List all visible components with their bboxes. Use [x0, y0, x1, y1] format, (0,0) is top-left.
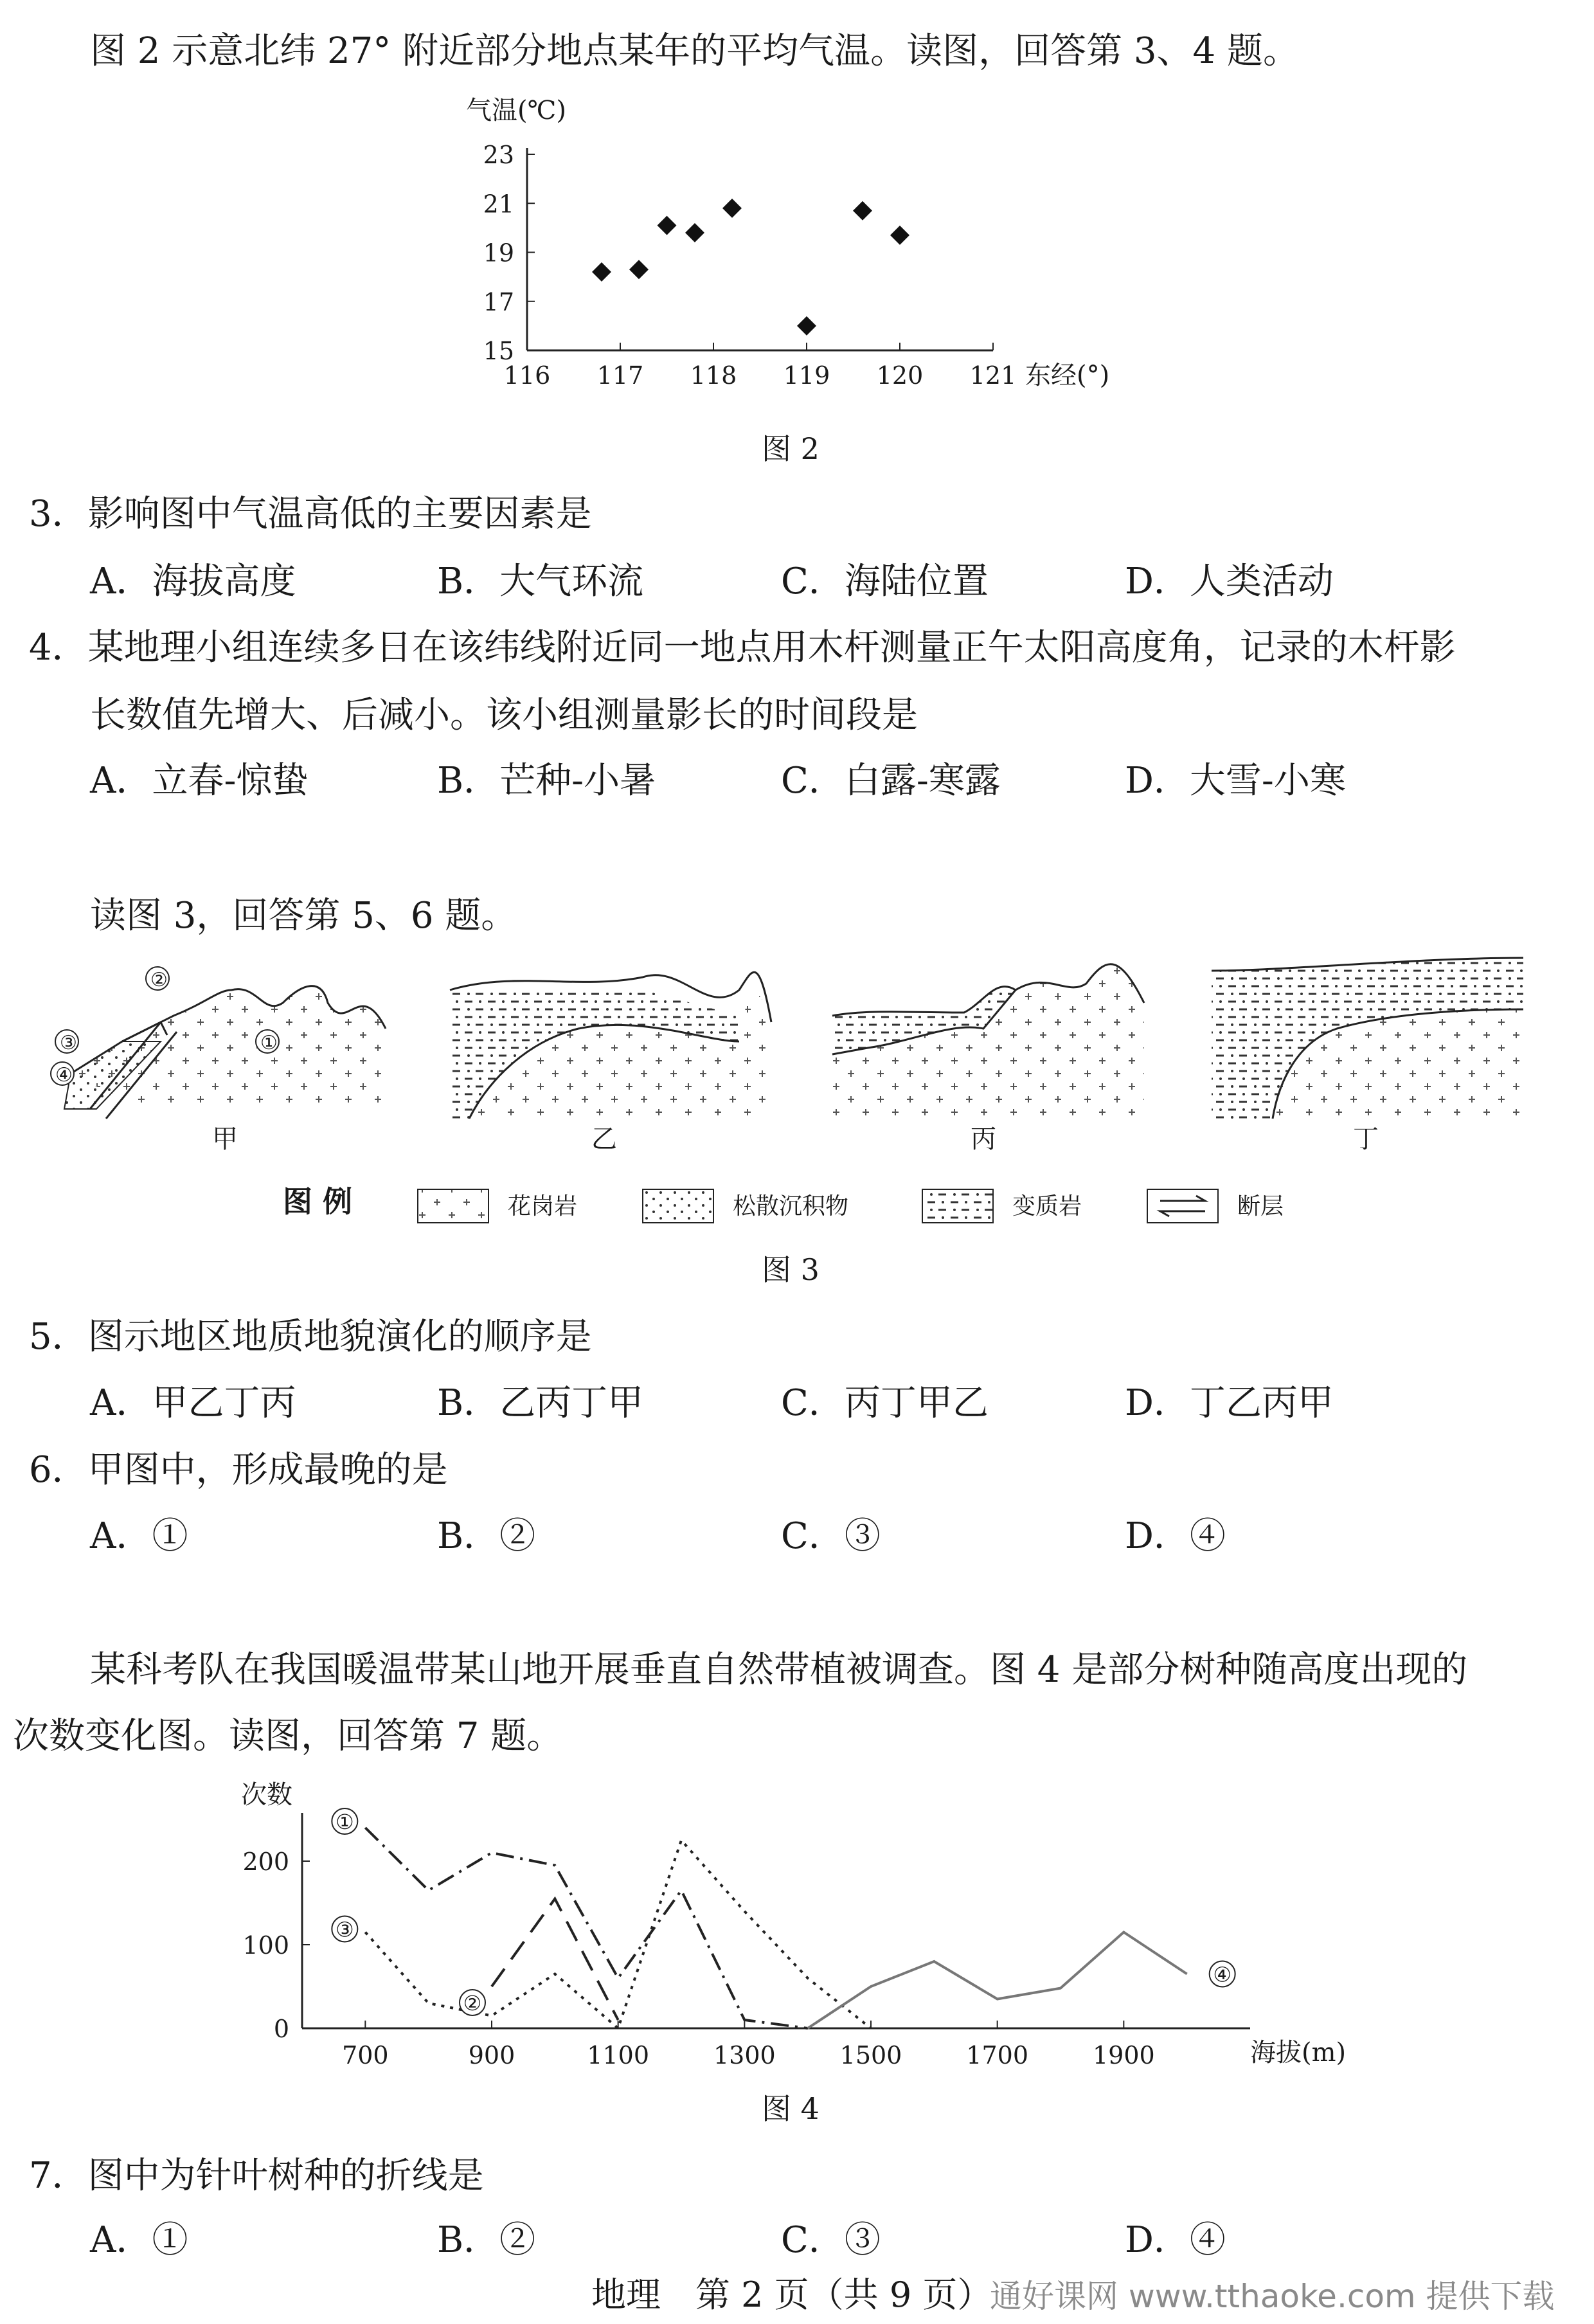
panel-label-yi: 乙 — [591, 1124, 617, 1154]
fig4-series-label: ② — [463, 1991, 482, 2015]
fig4-ytick-label: 100 — [242, 1931, 289, 1959]
fig4-xtick-label: 900 — [468, 2041, 515, 2069]
fig4-ylabel: 次数 — [241, 1780, 292, 1810]
marker-2: ② — [150, 969, 168, 991]
fig2-ytick-label: 21 — [483, 190, 514, 219]
panel-bing — [832, 964, 1144, 1154]
intro-fig2: 图 2 示意北纬 27° 附近部分地点某年的平均气温。读图，回答第 3、4 题。 — [90, 30, 1299, 72]
q6-option-a: A．① — [90, 1515, 188, 1557]
panel-label-bing: 丙 — [971, 1124, 996, 1154]
fig3-legend — [283, 1184, 1284, 1223]
fig4-xtick-label: 1100 — [587, 2041, 650, 2069]
fig4-series-label: ④ — [1213, 1962, 1232, 1987]
fig2-ylabel: 气温(℃) — [466, 96, 566, 125]
q4-option-a: A．立春-惊蛰 — [90, 760, 309, 802]
marker-3: ③ — [60, 1032, 77, 1054]
q6-option-c: C．③ — [781, 1515, 881, 1557]
fig4-xtick-label: 1300 — [713, 2041, 776, 2069]
marker-1: ① — [260, 1032, 278, 1054]
fig2-xtick-label: 121 — [969, 361, 1017, 390]
fig2-data-point — [722, 199, 742, 218]
q7-stem: 7．图中为针叶树种的折线是 — [29, 2155, 484, 2197]
intro-fig4-line1: 某科考队在我国暖温带某山地开展垂直自然带植被调查。图 4 是部分树种随高度出现的 — [90, 1649, 1468, 1691]
panel-label-ding: 丁 — [1353, 1124, 1379, 1154]
intro-fig3: 读图 3，回答第 5、6 题。 — [90, 895, 517, 937]
fig2-ytick-label: 15 — [483, 337, 514, 365]
q7-option-d: D．④ — [1125, 2219, 1226, 2261]
q5-option-c: C．丙丁甲乙 — [781, 1382, 989, 1424]
q3-stem: 3．影响图中气温高低的主要因素是 — [29, 493, 592, 535]
fig2-xtick-label: 116 — [503, 361, 551, 390]
legend-granite: 花岗岩 — [508, 1193, 578, 1220]
fig2-xtick-label: 119 — [783, 361, 830, 390]
fig4-series-line — [808, 1932, 1187, 2029]
legend-sediment: 松散沉积物 — [733, 1193, 849, 1220]
q6-stem: 6．甲图中，形成最晚的是 — [29, 1449, 448, 1491]
fig2-xlabel: 东经(°) — [1025, 361, 1110, 390]
fig4-ytick-label: 0 — [273, 2015, 289, 2043]
q6-option-d: D．④ — [1125, 1515, 1226, 1557]
fig2-ytick-label: 17 — [483, 287, 514, 316]
q5-option-b: B．乙丙丁甲 — [437, 1382, 644, 1424]
q7-option-a: A．① — [90, 2219, 188, 2261]
fig4-caption: 图 4 — [762, 2091, 819, 2126]
fig2-data-point — [890, 226, 909, 245]
q5-option-d: D．丁乙丙甲 — [1125, 1382, 1334, 1424]
fig2-xtick-label: 118 — [690, 361, 737, 390]
fig3-caption: 图 3 — [762, 1252, 819, 1287]
q4-stem-line2: 长数值先增大、后减小。该小组测量影长的时间段是 — [90, 694, 918, 736]
q5-stem: 5．图示地区地质地貌演化的顺序是 — [29, 1316, 592, 1358]
panel-yi — [450, 972, 771, 1154]
q4-option-b: B．芒种-小暑 — [437, 760, 656, 802]
fig4-xtick-label: 1900 — [1092, 2041, 1155, 2069]
intro-fig4-line2: 次数变化图。读图，回答第 7 题。 — [13, 1715, 563, 1757]
fig2-data-point — [685, 223, 704, 242]
fig4-xtick-label: 1700 — [966, 2041, 1029, 2069]
marker-4: ④ — [55, 1064, 73, 1086]
fig4-series-line — [365, 1841, 871, 2029]
figure-4-chart — [0, 1774, 1594, 2070]
q4-stem-line1: 4．某地理小组连续多日在该纬线附近同一地点用木杆测量正午太阳高度角，记录的木杆影 — [29, 627, 1456, 669]
fig2-data-point — [592, 262, 611, 282]
fig2-ytick-label: 19 — [483, 239, 514, 267]
watermark-text: 通好课网 www.tthaoke.com 提供下载 — [990, 2278, 1555, 2315]
fig4-series-line — [365, 1828, 807, 2028]
fig2-caption: 图 2 — [762, 431, 819, 466]
q3-option-c: C．海陆位置 — [781, 561, 989, 602]
q3-option-a: A．海拔高度 — [90, 561, 296, 602]
q6-option-b: B．② — [437, 1515, 536, 1557]
q7-option-c: C．③ — [781, 2219, 881, 2261]
panel-label-jia: 甲 — [212, 1124, 238, 1154]
legend-title: 图 例 — [283, 1184, 353, 1219]
fig2-data-point — [658, 216, 677, 235]
q3-option-b: B．大气环流 — [437, 561, 644, 602]
fig2-data-point — [629, 260, 649, 279]
q3-option-d: D．人类活动 — [1125, 561, 1334, 602]
fig2-xtick-label: 117 — [596, 361, 644, 390]
figure-3-diagram — [0, 951, 1594, 1273]
fig4-ytick-label: 200 — [242, 1848, 289, 1876]
fig4-series-label: ③ — [335, 1917, 354, 1942]
fig2-data-point — [853, 201, 872, 221]
figure-2-chart — [0, 90, 1594, 437]
q4-option-c: C．白露-寒露 — [781, 760, 1001, 802]
q4-option-d: D．大雪-小寒 — [1125, 760, 1346, 802]
q5-option-a: A．甲乙丁丙 — [90, 1382, 296, 1424]
fig4-xlabel: 海拔(m) — [1250, 2038, 1347, 2067]
fig4-series-label: ① — [335, 1810, 354, 1834]
page-footer: 地理 第 2 页（共 9 页） — [591, 2274, 992, 2315]
fig4-xtick-label: 1500 — [839, 2041, 902, 2069]
panel-ding — [1212, 958, 1523, 1154]
fig2-xtick-label: 120 — [876, 361, 924, 390]
fig2-ytick-label: 23 — [483, 141, 514, 169]
q7-option-b: B．② — [437, 2219, 536, 2261]
legend-metamorphic: 变质岩 — [1012, 1193, 1082, 1220]
fig2-data-point — [797, 316, 816, 336]
panel-jia — [51, 967, 386, 1154]
fig4-xtick-label: 700 — [342, 2041, 389, 2069]
legend-fault: 断层 — [1237, 1193, 1284, 1220]
